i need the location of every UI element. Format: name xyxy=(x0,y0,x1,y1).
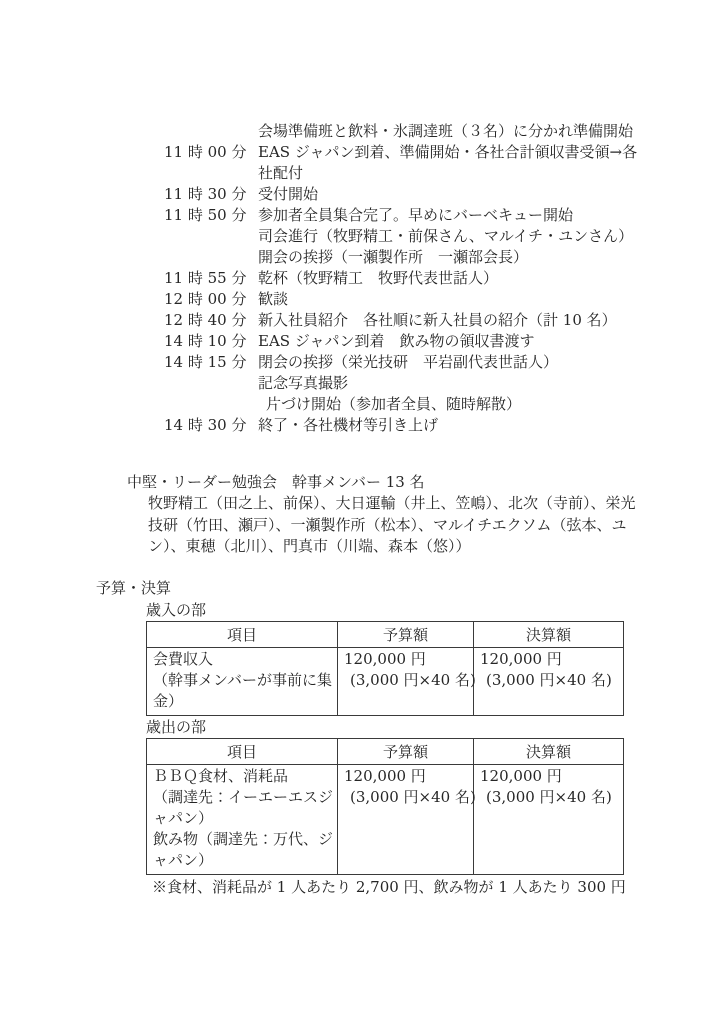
schedule-activity: 受付開始 xyxy=(258,185,319,203)
income-table-header-row xyxy=(147,622,624,648)
schedule-time xyxy=(164,163,258,184)
schedule-activity: 片づけ開始（参加者全員、随時解散） xyxy=(266,395,522,413)
members-section xyxy=(127,471,667,558)
header-settlement-amount: 決算額 xyxy=(474,622,624,648)
expense-item-cell xyxy=(147,765,338,875)
expense-budget-line: 120,000 円 xyxy=(344,767,426,785)
income-item-line: 会費収入 xyxy=(153,650,214,668)
expense-item-line: ャパン） xyxy=(153,809,214,827)
header-item: 項目 xyxy=(147,739,338,765)
schedule-time: 12 時 00 分 xyxy=(164,290,247,308)
schedule-row xyxy=(164,373,664,394)
schedule-activity: 司会進行（牧野精工・前保さん、マルイチ・ユンさん） xyxy=(258,227,634,245)
schedule-row xyxy=(164,205,664,226)
schedule-row xyxy=(164,142,664,163)
schedule-row xyxy=(164,394,664,415)
expense-budget-line: (3,000 円×40 名) xyxy=(350,788,476,806)
schedule-row xyxy=(164,415,664,436)
schedule-time: 14 時 10 分 xyxy=(164,332,247,350)
schedule-activity: 歓談 xyxy=(258,290,289,308)
expense-label: 歳出の部 xyxy=(146,718,207,736)
schedule-time: 11 時 55 分 xyxy=(164,269,247,287)
schedule-activity: 終了・各社機材等引き上げ xyxy=(258,416,439,434)
schedule-time xyxy=(164,247,258,268)
members-line: 技研（竹田、瀬戸）、一瀬製作所（松本）、マルイチエクソム（弦本、ユ xyxy=(148,515,627,534)
schedule-activity: 記念写真撮影 xyxy=(258,374,349,392)
income-item-line: 金） xyxy=(153,692,184,710)
expense-settlement-line: (3,000 円×40 名) xyxy=(486,788,612,806)
schedule-activity: EAS ジャパン到着、準備開始・各社合計領収書受領→各 xyxy=(258,143,638,161)
income-item-line: （幹事メンバーが事前に集 xyxy=(153,671,332,689)
schedule-time: 12 時 40 分 xyxy=(164,311,247,329)
expense-table xyxy=(146,738,624,875)
income-settlement-line: 120,000 円 xyxy=(480,650,562,668)
budget-heading: 予算・決算 xyxy=(96,579,172,597)
schedule-time: 11 時 00 分 xyxy=(164,143,247,161)
income-budget-line: (3,000 円×40 名) xyxy=(350,671,476,689)
budget-footnote: ※食材、消耗品が 1 人あたり 2,700 円、飲み物が 1 人あたり 300 円 xyxy=(152,878,626,896)
expense-budget-cell xyxy=(338,765,474,875)
members-title: 中堅・リーダー勉強会 幹事メンバー 13 名 xyxy=(127,473,425,491)
header-budget-amount: 予算額 xyxy=(338,622,474,648)
expense-table-row xyxy=(147,765,624,875)
schedule-row xyxy=(164,121,664,142)
expense-item-line: （調達先：イーエーエスジ xyxy=(153,788,334,806)
schedule-row xyxy=(164,226,664,247)
income-settlement-line: (3,000 円×40 名) xyxy=(486,671,612,689)
income-settlement-cell xyxy=(474,648,624,716)
schedule-time: 11 時 50 分 xyxy=(164,206,247,224)
schedule-activity: 参加者全員集合完了。早めにバーベキュー開始 xyxy=(258,206,574,224)
schedule-time xyxy=(164,394,258,415)
schedule-activity: EAS ジャパン到着 飲み物の領収書渡す xyxy=(258,332,535,350)
header-budget-amount: 予算額 xyxy=(338,739,474,765)
schedule-activity: 開会の挨拶（一瀬製作所 一瀬部会長） xyxy=(258,248,529,266)
schedule-activity: 会場準備班と飲料・氷調達班（３名）に分かれ準備開始 xyxy=(258,122,634,140)
schedule-time: 11 時 30 分 xyxy=(164,185,247,203)
expense-item-line: ＢＢＱ食材、消耗品 xyxy=(153,767,289,785)
schedule-row xyxy=(164,163,664,184)
schedule-row xyxy=(164,289,664,310)
expense-settlement-line: 120,000 円 xyxy=(480,767,562,785)
schedule-time xyxy=(164,226,258,247)
schedule-time: 14 時 30 分 xyxy=(164,416,247,434)
budget-section xyxy=(96,577,656,898)
schedule-time xyxy=(164,373,258,394)
expense-item-line: 飲み物（調達先：万代、ジ xyxy=(153,830,334,848)
income-table xyxy=(146,621,624,716)
schedule-activity: 社配付 xyxy=(258,164,304,182)
schedule-row xyxy=(164,310,664,331)
expense-item-line: ャパン） xyxy=(153,851,214,869)
schedule-activity: 閉会の挨拶（栄光技研 平岩副代表世話人） xyxy=(258,353,559,371)
schedule-section xyxy=(164,121,664,436)
income-table-row xyxy=(147,648,624,716)
schedule-row xyxy=(164,247,664,268)
schedule-row xyxy=(164,352,664,373)
schedule-row xyxy=(164,331,664,352)
income-budget-line: 120,000 円 xyxy=(344,650,426,668)
income-budget-cell xyxy=(338,648,474,716)
members-line: 牧野精工（田之上、前保）、大日運輸（井上、笠嶋）、北次（寺前）、栄光 xyxy=(148,494,636,512)
header-settlement-amount: 決算額 xyxy=(474,739,624,765)
schedule-row xyxy=(164,184,664,205)
expense-settlement-cell xyxy=(474,765,624,875)
schedule-time xyxy=(164,121,258,142)
schedule-activity: 乾杯（牧野精工 牧野代表世話人） xyxy=(258,269,499,287)
income-item-cell xyxy=(147,648,338,716)
schedule-time: 14 時 15 分 xyxy=(164,353,247,371)
schedule-activity: 新入社員紹介 各社順に新入社員の紹介（計 10 名） xyxy=(258,311,617,329)
members-line: ン）、東穂（北川）、門真市（川端、森本（悠）） xyxy=(148,537,471,555)
schedule-row xyxy=(164,268,664,289)
header-item: 項目 xyxy=(147,622,338,648)
expense-table-header-row xyxy=(147,739,624,765)
income-label: 歳入の部 xyxy=(146,601,207,619)
